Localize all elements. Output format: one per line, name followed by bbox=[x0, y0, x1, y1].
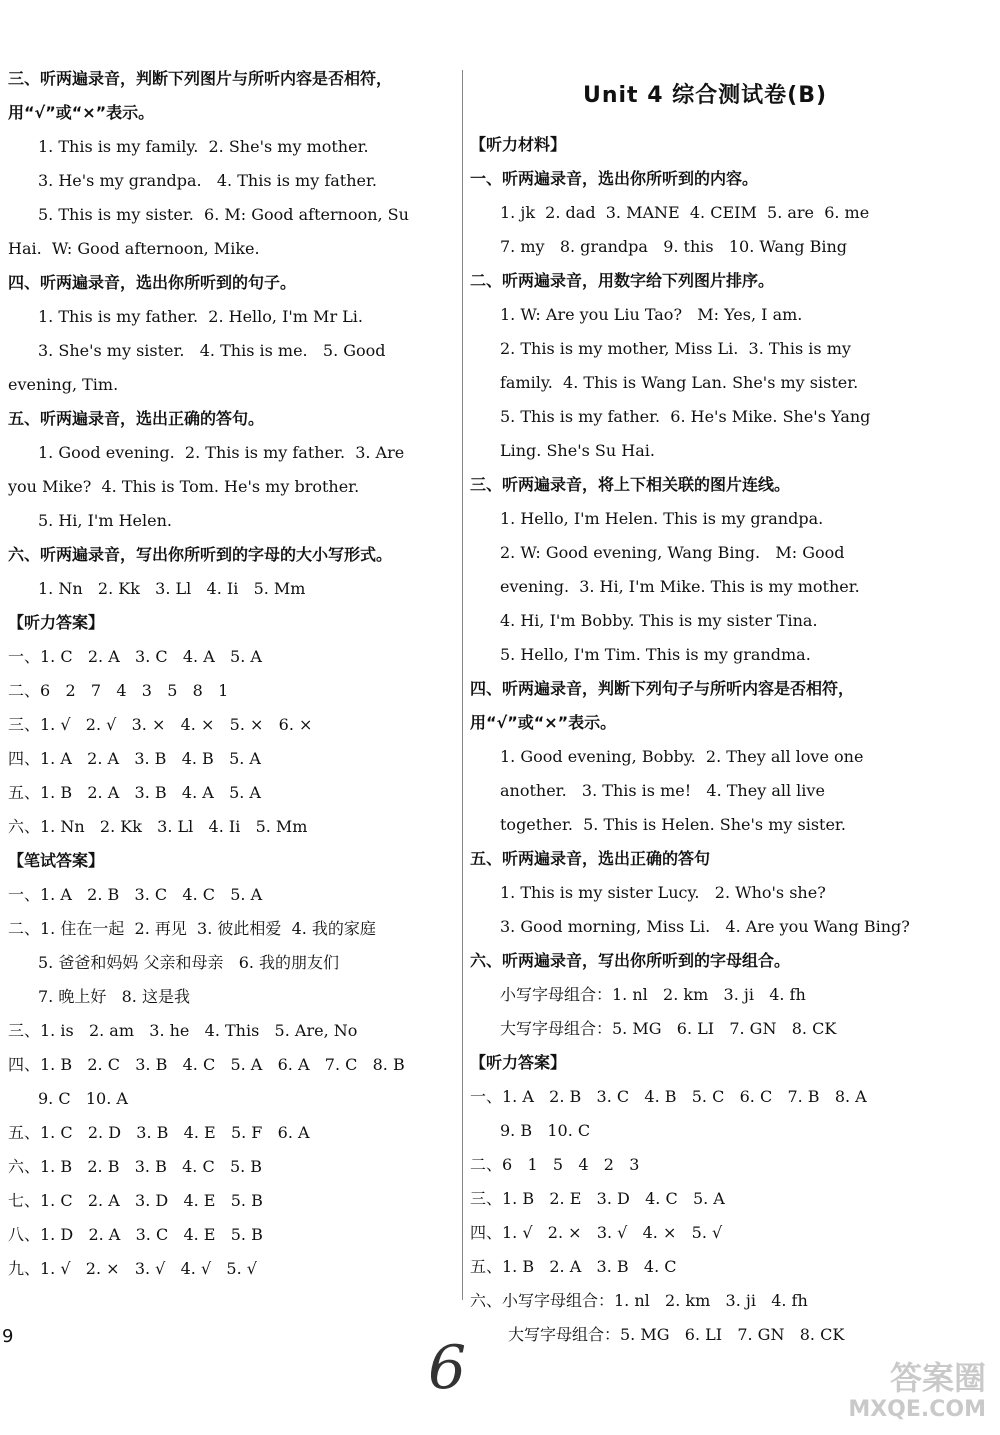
right-line-5: 二、听两遍录音，用数字给下列图片排序。 bbox=[470, 271, 775, 290]
left-line-36: 九、1. √ 2. × 3. √ 4. √ 5. √ bbox=[8, 1259, 257, 1278]
left-line-19: 二、6 2 7 4 3 5 8 1 bbox=[8, 681, 229, 700]
right-line-9: 5. This is my father. 6. He's Mike. She's Yang bbox=[500, 407, 871, 426]
right-line-10: Ling. She's Su Hai. bbox=[500, 441, 655, 460]
right-line-18: 用“√”或“×”表示。 bbox=[470, 713, 617, 732]
unit-title: Unit 4 综合测试卷(B) bbox=[582, 83, 828, 108]
right-line-35: 六、小写字母组合：1. nl 2. km 3. ji 4. fh bbox=[470, 1291, 808, 1310]
right-line-33: 四、1. √ 2. × 3. √ 4. × 5. √ bbox=[470, 1223, 723, 1242]
left-line-21: 四、1. A 2. A 3. B 4. B 5. A bbox=[8, 749, 261, 768]
left-line-34: 七、1. C 2. A 3. D 4. E 5. B bbox=[8, 1191, 263, 1210]
left-line-8: 1. This is my father. 2. Hello, I'm Mr Li. bbox=[38, 307, 363, 326]
left-line-9: 3. She's my sister. 4. This is me. 5. Good bbox=[38, 341, 386, 360]
left-line-14: 5. Hi, I'm Helen. bbox=[38, 511, 172, 530]
right-line-30: 9. B 10. C bbox=[500, 1121, 591, 1140]
right-column bbox=[470, 128, 940, 1352]
left-line-17: 【听力答案】 bbox=[8, 613, 105, 632]
right-line-25: 六、听两遍录音，写出你所听到的字母组合。 bbox=[470, 951, 791, 970]
left-line-4: 3. He's my grandpa. 4. This is my father. bbox=[38, 171, 377, 190]
right-line-11: 三、听两遍录音，将上下相关联的图片连线。 bbox=[470, 475, 791, 494]
right-line-31: 二、6 1 5 4 2 3 bbox=[470, 1155, 640, 1174]
watermark-logo bbox=[822, 1351, 992, 1429]
left-line-7: 四、听两遍录音，选出你所听到的句子。 bbox=[8, 273, 297, 292]
right-line-20: another. 3. This is me! 4. They all live bbox=[500, 781, 825, 800]
right-line-12: 1. Hello, I'm Helen. This is my grandpa. bbox=[500, 509, 824, 528]
left-line-16: 1. Nn 2. Kk 3. Ll 4. Ii 5. Mm bbox=[38, 579, 306, 598]
right-line-1: 【听力材料】 bbox=[470, 135, 567, 154]
left-line-5: 5. This is my sister. 6. M: Good afternoon, Su bbox=[38, 205, 409, 224]
left-line-18: 一、1. C 2. A 3. C 4. A 5. A bbox=[8, 647, 262, 666]
left-line-24: 【笔试答案】 bbox=[8, 851, 105, 870]
left-line-11: 五、听两遍录音，选出正确的答句。 bbox=[8, 409, 265, 428]
left-line-29: 三、1. is 2. am 3. he 4. This 5. Are, No bbox=[8, 1021, 358, 1040]
right-line-17: 四、听两遍录音，判断下列句子与所听内容是否相符， bbox=[470, 679, 855, 698]
right-line-36: 大写字母组合：5. MG 6. LI 7. GN 8. CK bbox=[508, 1325, 845, 1344]
left-line-22: 五、1. B 2. A 3. B 4. A 5. A bbox=[8, 783, 261, 802]
left-line-32: 五、1. C 2. D 3. B 4. E 5. F 6. A bbox=[8, 1123, 310, 1142]
right-line-32: 三、1. B 2. E 3. D 4. C 5. A bbox=[470, 1189, 725, 1208]
left-line-1: 三、听两遍录音，判断下列图片与所听内容是否相符， bbox=[8, 69, 393, 88]
left-line-2: 用“√”或“×”表示。 bbox=[8, 103, 155, 122]
left-line-27: 5. 爸爸和妈妈 父亲和母亲 6. 我的朋友们 bbox=[38, 953, 340, 972]
right-line-28: 【听力答案】 bbox=[470, 1053, 567, 1072]
right-line-6: 1. W: Are you Liu Tao? M: Yes, I am. bbox=[500, 305, 803, 324]
watermark-en: MXQE.COM bbox=[848, 1397, 986, 1422]
right-line-22: 五、听两遍录音，选出正确的答句 bbox=[470, 849, 711, 868]
right-line-13: 2. W: Good evening, Wang Bing. M: Good bbox=[500, 543, 845, 562]
left-line-15: 六、听两遍录音，写出你所听到的字母的大小写形式。 bbox=[8, 545, 393, 564]
column-divider bbox=[462, 70, 463, 1300]
right-line-21: together. 5. This is Helen. She's my sister. bbox=[500, 815, 846, 834]
left-line-6: Hai. W: Good afternoon, Mike. bbox=[8, 239, 260, 258]
right-line-19: 1. Good evening, Bobby. 2. They all love one bbox=[500, 747, 864, 766]
left-line-33: 六、1. B 2. B 3. B 4. C 5. B bbox=[8, 1157, 263, 1176]
left-line-35: 八、1. D 2. A 3. C 4. E 5. B bbox=[8, 1225, 263, 1244]
left-line-10: evening, Tim. bbox=[8, 375, 119, 394]
right-line-27: 大写字母组合：5. MG 6. LI 7. GN 8. CK bbox=[500, 1019, 837, 1038]
left-line-12: 1. Good evening. 2. This is my father. 3. Are bbox=[38, 443, 405, 462]
right-line-34: 五、1. B 2. A 3. B 4. C bbox=[470, 1257, 677, 1276]
left-line-23: 六、1. Nn 2. Kk 3. Ll 4. Ii 5. Mm bbox=[8, 817, 308, 836]
right-line-2: 一、听两遍录音，选出你所听到的内容。 bbox=[470, 169, 759, 188]
right-line-8: family. 4. This is Wang Lan. She's my sister. bbox=[500, 373, 859, 392]
page-number: 9 bbox=[2, 1326, 14, 1347]
right-line-4: 7. my 8. grandpa 9. this 10. Wang Bing bbox=[500, 237, 848, 256]
right-line-15: 4. Hi, I'm Bobby. This is my sister Tina. bbox=[500, 611, 818, 630]
right-line-29: 一、1. A 2. B 3. C 4. B 5. C 6. C 7. B 8. A bbox=[470, 1087, 867, 1106]
right-line-23: 1. This is my sister Lucy. 2. Who's she? bbox=[500, 883, 826, 902]
right-line-7: 2. This is my mother, Miss Li. 3. This is my bbox=[500, 339, 851, 358]
left-line-31: 9. C 10. A bbox=[38, 1089, 128, 1108]
watermark-cn: 答案圈 bbox=[889, 1359, 986, 1397]
left-column bbox=[8, 62, 456, 1286]
left-line-13: you Mike? 4. This is Tom. He's my brother. bbox=[8, 477, 360, 496]
left-line-20: 三、1. √ 2. √ 3. × 4. × 5. × 6. × bbox=[8, 715, 313, 734]
left-line-26: 二、1. 住在一起 2. 再见 3. 彼此相爱 4. 我的家庭 bbox=[8, 919, 376, 938]
right-line-16: 5. Hello, I'm Tim. This is my grandma. bbox=[500, 645, 811, 664]
handwritten-mark: 6 bbox=[428, 1333, 467, 1403]
left-line-25: 一、1. A 2. B 3. C 4. C 5. A bbox=[8, 885, 263, 904]
left-line-30: 四、1. B 2. C 3. B 4. C 5. A 6. A 7. C 8. B bbox=[8, 1055, 405, 1074]
right-line-24: 3. Good morning, Miss Li. 4. Are you Wang Bing? bbox=[500, 917, 910, 936]
right-line-14: evening. 3. Hi, I'm Mike. This is my mother. bbox=[500, 577, 860, 596]
left-line-3: 1. This is my family. 2. She's my mother. bbox=[38, 137, 369, 156]
left-line-28: 7. 晚上好 8. 这是我 bbox=[38, 987, 190, 1006]
right-line-3: 1. jk 2. dad 3. MANE 4. CEIM 5. are 6. me bbox=[500, 203, 870, 222]
right-line-26: 小写字母组合：1. nl 2. km 3. ji 4. fh bbox=[500, 985, 806, 1004]
